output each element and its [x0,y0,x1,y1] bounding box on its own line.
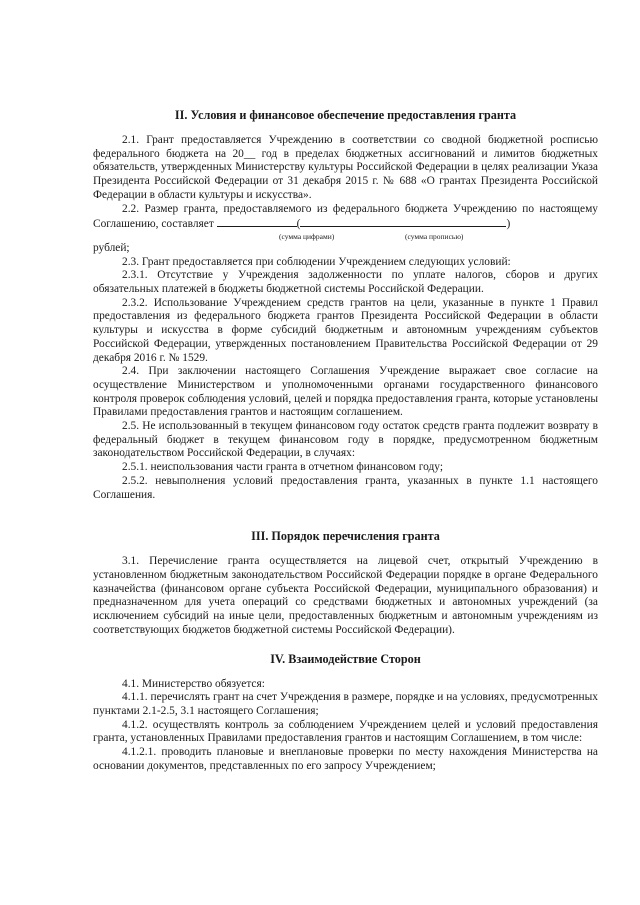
paragraph-2-2-text: 2.2. Размер гранта, предоставляемого из федерального бюджета Учреждению по настоящему Соглашению, составляет [93,202,598,231]
paragraph-2-4: 2.4. При заключении настоящего Соглашения Учреждение выражает свое согласие на осуществление Министерством и уполномоченными органами государственного финансового контроля проверок соблюдения условий, целей и порядка предоставления гранта, которые установлены Правилами предоставления грантов и настоящим соглашением. [93,365,598,419]
paragraph-4-1-2: 4.1.2. осуществлять контроль за соблюдением Учреждением целей и условий предоставления гранта, установленных Правилами предоставления грантов и настоящим Соглашением, в том числе: [93,718,598,745]
paragraph-4-1-2-1: 4.1.2.1. проводить плановые и внеплановые проверки по месту нахождения Министерства на основании документов, представленных по его запросу Учреждением; [93,746,598,772]
amount-digits-blank [217,216,297,227]
section-3-title: III. Порядок перечисления гранта [251,529,440,544]
amount-words-blank [300,216,506,227]
open-paren: ( [296,218,301,231]
paragraph-2-5: 2.5. Не использованный в текущем финансовом году остаток средств гранта подлежит возврату в федеральный бюджет в текущем финансовом году в порядке, предусмотренном бюджетным законодательством Российской Федерации, в случаях: [93,420,598,460]
paragraph-3-1: 3.1. Перечисление гранта осуществляется на лицевой счет, открытый Учреждению в установленном бюджетным законодательством Российской Федерации порядке в органе Федерального казначейства (финансовом органе субъекта Российской Федерации, муниципального образования) и предназначенном для учета операций со средствами бюджетных и автономных учреждений (за исключением субсидий на иные цели, предоставленных бюджетным и автономным учреждениям из соответствующих бюджетов бюджетной системы Российской Федерации). [93,555,598,636]
caption-words: (сумма прописью) [405,231,464,241]
paragraph-2-1: 2.1. Грант предоставляется Учреждению в соответствии со сводной бюджетной росписью федерального бюджета на 20__ год в пределах бюджетных ассигнований и лимитов бюджетных обязательств, утвержденных Министерству культуры Российской Федерации в целях реализации Указа Президента Российской Федерации от 31 декабря 2015 г. № 688 «О грантах Президента Российской Федерации в области культуры и искусства». [93,134,598,201]
section-4-title: IV. Взаимодействие Сторон [270,651,421,666]
paragraph-2-3-2: 2.3.2. Использование Учреждением средств грантов на цели, указанные в пункте 1 Правил предоставления из федерального бюджета грантов Президента Российской Федерации в области культуры и искусства в форме субсидий бюджетным и автономным учреждениям субъектов Российской Федерации, утвержденных постановлением Правительства Российской Федерации от 29 декабря 2016 г. № 1529. [93,296,598,364]
section-2-title: II. Условия и финансовое обеспечение предоставления гранта [174,108,517,122]
paragraph-4-1-1: 4.1.1. перечислять грант на счет Учреждения в размере, порядке и на условиях, предусмотренных пунктами 2.1-2.5, 3.1 настоящего Соглашения; [93,691,598,717]
paragraph-2-5-1: 2.5.1. неиспользования части гранта в отчетном финансовом году; [122,461,443,474]
paragraph-2-5-2: 2.5.2. невыполнения условий предоставления гранта, указанных в пункте 1.1 настоящего Соглашения. [93,474,598,501]
amount-captions [93,232,598,242]
paragraph-2-3: 2.3. Грант предоставляется при соблюдении Учреждением следующих условий: [122,255,511,268]
document-body [93,108,598,773]
caption-digits: (сумма цифрами) [279,231,335,241]
paragraph-4-1: 4.1. Министерство обязуется: [122,677,265,690]
paragraph-2-3-1: 2.3.1. Отсутствие у Учреждения задолженности по уплате налогов, сборов и других обязательных платежей в бюджеты бюджетной системы Российской Федерации. [93,269,598,296]
close-paren: ) [506,218,511,231]
paragraph-2-2 [93,203,598,232]
paragraph-2-2-end: рублей; [93,241,130,254]
